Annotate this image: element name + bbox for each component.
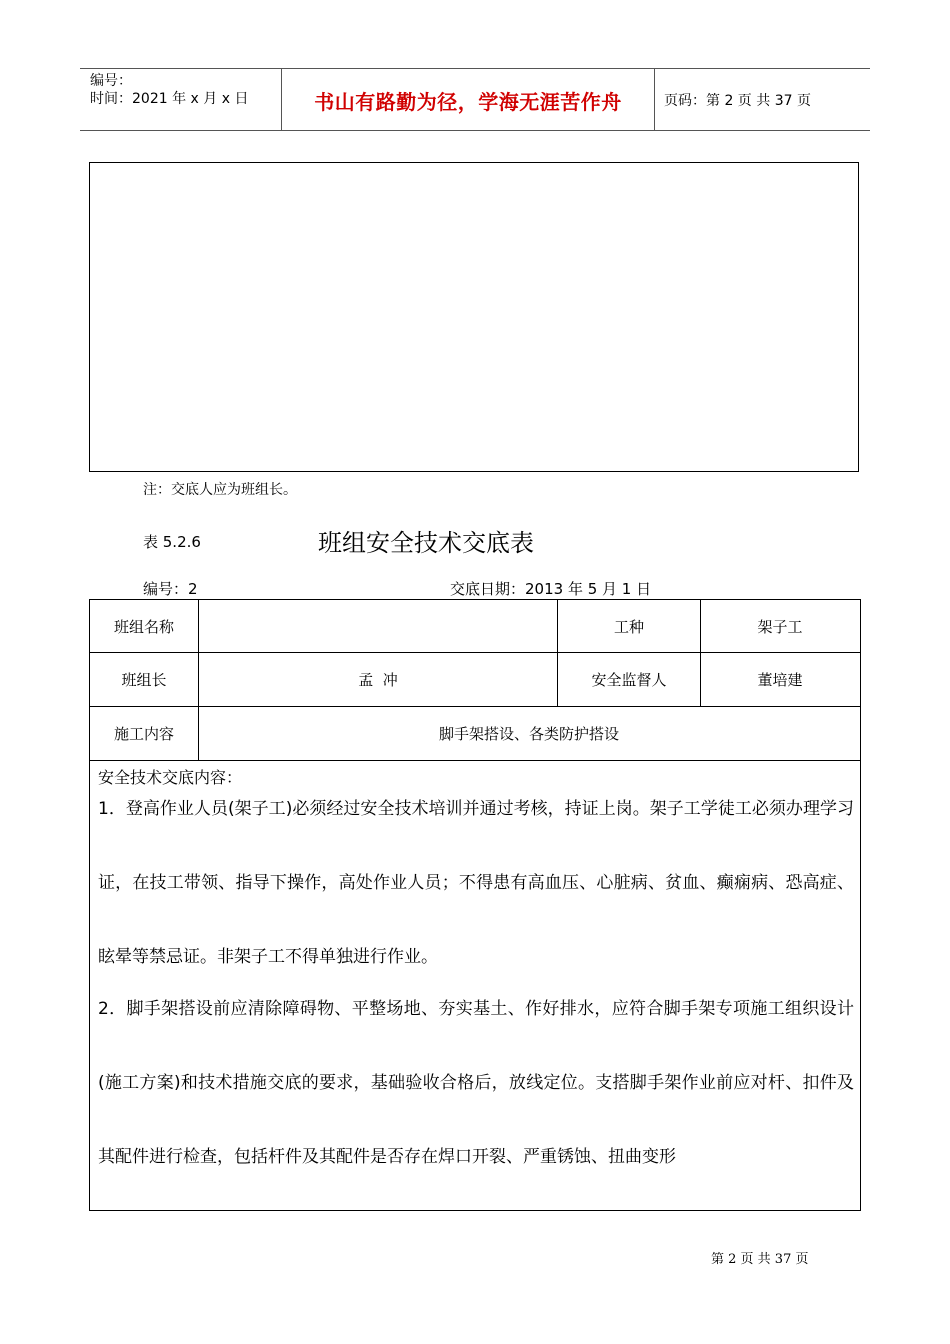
header-motto: 书山有路勤为径，学海无涯苦作舟 <box>314 90 622 114</box>
form-note: 注：交底人应为班组长。 <box>143 482 297 498</box>
table-number: 表 5.2.6 <box>143 533 201 551</box>
briefing-content <box>98 763 854 1211</box>
page-footer: 第 2 页 共 37 页 <box>711 1252 809 1267</box>
header-time: 时间：2021 年 x 月 x 日 <box>90 91 249 107</box>
form-title: 班组安全技术交底表 <box>318 529 534 557</box>
content-heading: 安全技术交底内容： <box>98 768 243 787</box>
briefing-paragraph: 2．脚手架搭设前应清除障碍物、平整场地、夯实基土、作好排水，应符合脚手架专项施工组织设计(施工方案)和技术措施交底的要求，基础验收合格后，放线定位。支搭脚手架作业前应对杆、扣件及其配件进行检查，包括杆件及其配件是否存在焊口开裂、严重锈蚀、扭曲变形 <box>98 999 854 1167</box>
form-serial: 编号：2 <box>143 580 198 598</box>
team-name-value <box>199 600 557 652</box>
header-meta <box>90 72 248 108</box>
leader-value: 孟 冲 <box>358 671 398 689</box>
handover-date: 交底日期：2013 年 5 月 1 日 <box>450 580 652 598</box>
page-header <box>80 68 870 131</box>
header-divider <box>654 69 655 130</box>
header-page-code: 页码：第 2 页 共 37 页 <box>664 93 811 109</box>
briefing-paragraph: 1．登高作业人员(架子工)必须经过安全技术培训并通过考核，持证上岗。架子工学徒工必须办理学习证，在技工带领、指导下操作，高处作业人员；不得患有高血压、心脏病、贫血、癫痫病、恐高症、眩晕等禁忌证。非架子工不得单独进行作业。 <box>98 799 854 967</box>
leader-label: 班组长 <box>121 671 167 689</box>
work-content-value: 脚手架搭设、各类防护搭设 <box>438 725 619 743</box>
header-serial-label: 编号： <box>90 73 132 89</box>
trade-value: 架子工 <box>757 617 803 636</box>
table-rule <box>90 760 860 761</box>
supervisor-value: 董培建 <box>757 671 803 689</box>
safety-briefing-table <box>89 599 861 1211</box>
previous-form-content-box <box>89 162 859 472</box>
work-content-label: 施工内容 <box>113 725 174 743</box>
supervisor-label: 安全监督人 <box>591 671 667 689</box>
trade-label: 工种 <box>613 617 644 636</box>
team-name-label: 班组名称 <box>113 617 174 636</box>
